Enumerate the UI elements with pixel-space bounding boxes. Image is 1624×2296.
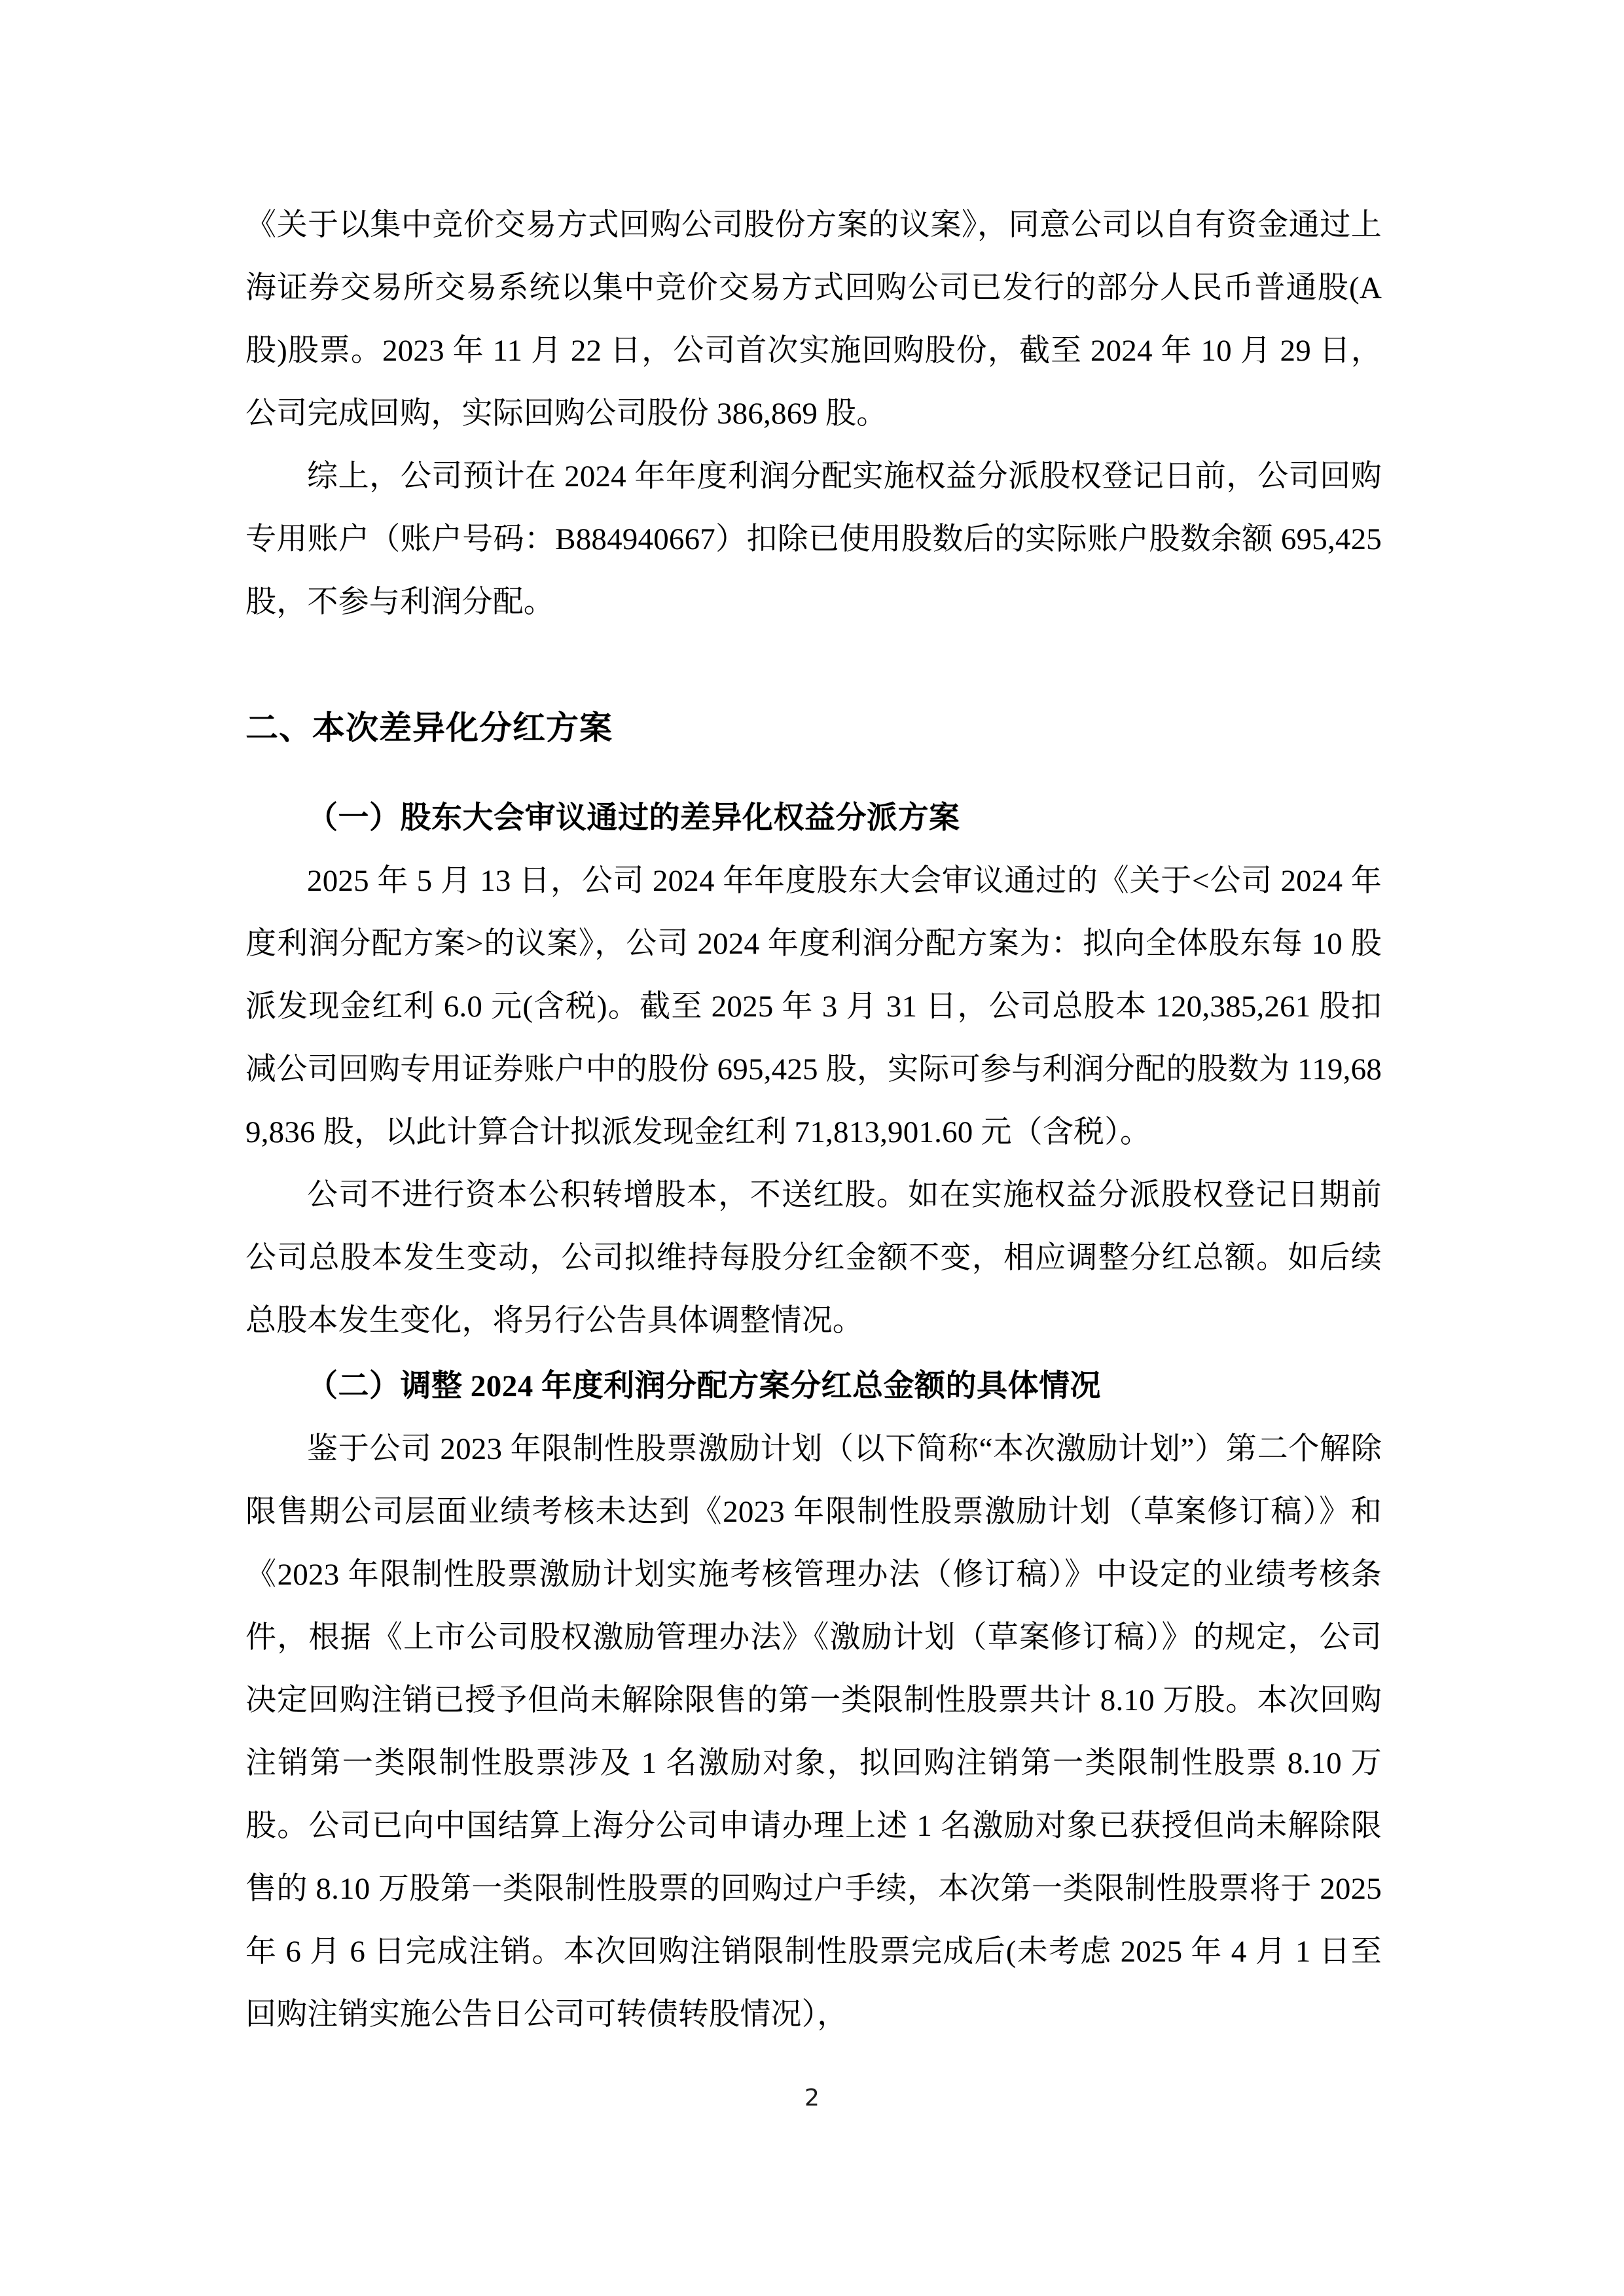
page-content <box>245 194 1382 2046</box>
paragraph-plan-detail: 2025 年 5 月 13 日，公司 2024 年年度股东大会审议通过的《关于<公司 2024 年度利润分配方案>的议案》，公司 2024 年度利润分配方案为：拟向全体股东每 10 股派发现金红利 6.0 元(含税)。截至 2025 年 3 月 31 日，公司总股本 120,385,261 股扣减公司回购专用证券账户中的股份 695,425 股，实际可参与利润分配的股数为 119,689,836 股，以此计算合计拟派发现金红利 71,813,901.60 元（含税）。 <box>245 864 1382 1149</box>
paragraph-no-capitalization: 公司不进行资本公积转增股本，不送红股。如在实施权益分派股权登记日期前公司总股本发生变动，公司拟维持每股分红金额不变，相应调整分红总额。如后续总股本发生变化，将另行公告具体调整情况。 <box>245 1178 1382 1338</box>
paragraph-incentive-cancellation: 鉴于公司 2023 年限制性股票激励计划（以下简称“本次激励计划”）第二个解除限售期公司层面业绩考核未达到《2023 年限制性股票激励计划（草案修订稿）》和《2023 年限制性股票激励计划实施考核管理办法（修订稿）》中设定的业绩考核条件，根据《上市公司股权激励管理办法》《激励计划（草案修订稿）》的规定，公司决定回购注销已授予但尚未解除限售的第一类限制性股票共计 8.10 万股。本次回购注销第一类限制性股票涉及 1 名激励对象，拟回购注销第一类限制性股票 8.10 万股。公司已向中国结算上海分公司申请办理上述 1 名激励对象已获授但尚未解除限售的 8.10 万股第一类限制性股票的回购过户手续，本次第一类限制性股票将于 2025 年 6 月 6 日完成注销。本次回购注销限制性股票完成后(未考虑 2025 年 4 月 1 日至回购注销实施公告日公司可转债转股情况）， <box>245 1432 1382 2032</box>
subsection-heading-one: （一）股东大会审议通过的差异化权益分派方案 <box>307 801 960 835</box>
page-number: 2 <box>804 2085 820 2111</box>
spacer-after-section-heading <box>245 759 1382 787</box>
paragraph-repurchase-plan: 《关于以集中竞价交易方式回购公司股份方案的议案》，同意公司以自有资金通过上海证券交易所交易系统以集中竞价交易方式回购公司已发行的部分人民币普通股(A 股)股票。2023 年 11 月 22 日，公司首次实施回购股份，截至 2024 年 10 月 29 日，公司完成回购，实际回购公司股份 386,869 股。 <box>245 208 1382 431</box>
spacer-before-section-heading <box>245 634 1382 696</box>
paragraph-summary-account: 综上，公司预计在 2024 年年度利润分配实施权益分派股权登记日前，公司回购专用账户（账户号码：B884940667）扣除已使用股数后的实际账户股数余额 695,425 股，不参与利润分配。 <box>245 459 1382 619</box>
section-heading-two: 二、本次差异化分红方案 <box>245 709 613 747</box>
subsection-heading-two: （二）调整 2024 年度利润分配方案分红总金额的具体情况 <box>307 1369 1101 1403</box>
